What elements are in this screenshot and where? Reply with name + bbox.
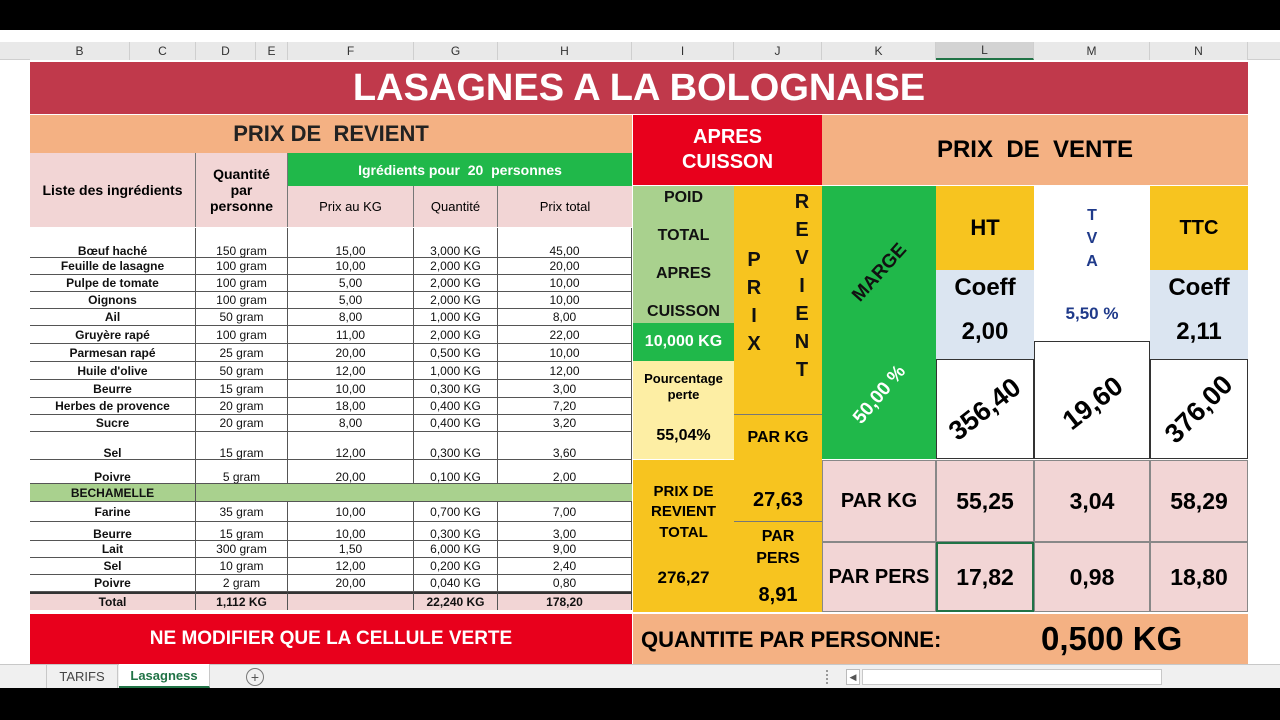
- total-qpp-cell: 1,112 KG: [196, 592, 288, 610]
- ht-header: HT: [936, 186, 1034, 270]
- ingredient-name-cell: Huile d'olive: [30, 362, 196, 380]
- prix-vertical-label: [742, 246, 766, 358]
- quantite-col-header: Quantité: [414, 186, 498, 227]
- vente-par-kg-label: PAR KG: [822, 460, 936, 542]
- column-header-m[interactable]: M: [1034, 42, 1150, 60]
- vertical-letter: E: [795, 219, 809, 241]
- ingredient-total-cell: 10,00: [498, 275, 632, 292]
- ingredient-qte-cell: 3,000 KG: [414, 228, 498, 258]
- coeff-ht-label: Coeff: [954, 274, 1016, 301]
- ingredient-total-cell: 7,20: [498, 398, 632, 415]
- bech-qte-cell: 0,700 KG: [414, 502, 498, 522]
- vertical-letter: N: [794, 331, 810, 353]
- vertical-letter: R: [794, 191, 810, 213]
- ingredient-name-cell: Sel: [30, 432, 196, 460]
- bech-name-cell: Beurre: [30, 522, 196, 541]
- bech-qpp-cell[interactable]: 35 gram: [196, 502, 288, 522]
- coeff-ttc-value: 2,11: [1176, 318, 1222, 345]
- ingredient-total-cell: 12,00: [498, 362, 632, 380]
- horizontal-scrollbar[interactable]: [862, 669, 1162, 685]
- bech-name-cell: Farine: [30, 502, 196, 522]
- qpp-label: QUANTITE PAR PERSONNE:: [641, 627, 942, 652]
- vertical-letter: I: [799, 275, 805, 297]
- vente-par-kg-ttc[interactable]: 58,29: [1150, 460, 1248, 542]
- page-title: LASAGNES A LA BOLOGNAISE: [30, 62, 1248, 114]
- ingredient-name-cell: Bœuf haché: [30, 228, 196, 258]
- vente-par-pers-tva[interactable]: 0,98: [1034, 542, 1150, 612]
- par-kg-revient-cell: [734, 414, 822, 521]
- ingredient-qte-cell: 2,000 KG: [414, 258, 498, 275]
- column-header-h[interactable]: H: [498, 42, 632, 60]
- ingredient-qpp-cell[interactable]: 100 gram: [196, 258, 288, 275]
- column-header-e[interactable]: E: [256, 42, 288, 60]
- ingredient-pkg-cell[interactable]: 5,00: [288, 292, 414, 309]
- ingredient-name-cell: Pulpe de tomate: [30, 275, 196, 292]
- coeff-ht-value: 2,00: [961, 318, 1009, 345]
- marge-cell: [822, 186, 936, 459]
- bech-total-cell: 2,40: [498, 558, 632, 575]
- prix-total-label: PRIX DE REVIENT TOTAL: [650, 483, 716, 541]
- ingredient-qpp-cell[interactable]: 100 gram: [196, 326, 288, 344]
- ingredient-qte-cell: 1,000 KG: [414, 362, 498, 380]
- poid-line: TOTAL: [657, 227, 710, 244]
- poid-line: POID: [663, 189, 704, 206]
- total-empty-cell: [288, 592, 414, 610]
- column-header-f[interactable]: F: [288, 42, 414, 60]
- qpp-value: 0,500 KG: [1041, 620, 1183, 657]
- apres-cuisson-header: APRES CUISSON: [633, 115, 822, 185]
- tva-value: 5,50 %: [1065, 304, 1119, 323]
- big-ttc-cell: [1150, 359, 1248, 459]
- par-kg-value: 27,63: [752, 489, 804, 511]
- warning-banner: NE MODIFIER QUE LA CELLULE VERTE: [30, 614, 632, 664]
- poid-line: APRES: [655, 265, 712, 282]
- vertical-letter: A: [1086, 253, 1098, 270]
- ingredient-name-cell: Sucre: [30, 415, 196, 432]
- bechamelle-section-fill: [196, 484, 632, 502]
- column-header-j[interactable]: J: [734, 42, 822, 60]
- ingredient-pkg-cell[interactable]: 20,00: [288, 344, 414, 362]
- ingredient-name-cell: Gruyère rapé: [30, 326, 196, 344]
- bech-qpp-cell[interactable]: 2 gram: [196, 575, 288, 592]
- ingredient-qpp-cell[interactable]: 25 gram: [196, 344, 288, 362]
- vente-par-pers-ht[interactable]: 17,82: [936, 542, 1034, 612]
- ingredient-qpp-cell[interactable]: 50 gram: [196, 309, 288, 326]
- vertical-letter: P: [747, 249, 761, 271]
- ingredient-name-cell: Ail: [30, 309, 196, 326]
- ingredient-qpp-cell[interactable]: 15 gram: [196, 432, 288, 460]
- bech-pkg-cell[interactable]: 1,50: [288, 541, 414, 558]
- par-pers-label: PAR PERS: [756, 528, 800, 568]
- ingredient-qte-cell: 0,100 KG: [414, 460, 498, 484]
- tab-lasagness[interactable]: Lasagness: [119, 664, 210, 688]
- vertical-letter: I: [751, 305, 757, 327]
- vente-par-pers-ttc[interactable]: 18,80: [1150, 542, 1248, 612]
- ingredient-pkg-cell[interactable]: 18,00: [288, 398, 414, 415]
- pourcentage-label: Pourcentage perte: [644, 371, 723, 403]
- total-label-cell: Total: [30, 592, 196, 610]
- add-sheet-icon[interactable]: +: [246, 668, 264, 686]
- ingredient-name-cell: Feuille de lasagne: [30, 258, 196, 275]
- vertical-letter: V: [1086, 230, 1098, 247]
- vertical-letter: T: [1087, 207, 1097, 224]
- vertical-letter: T: [795, 359, 809, 381]
- ingredient-total-cell: 2,00: [498, 460, 632, 484]
- tabs-splitter-icon[interactable]: [826, 670, 830, 684]
- vente-par-kg-ht[interactable]: 55,25: [936, 460, 1034, 542]
- ingredient-name-cell: Parmesan rapé: [30, 344, 196, 362]
- vente-par-pers-label: PAR PERS: [822, 542, 936, 612]
- column-header-k[interactable]: K: [822, 42, 936, 60]
- tva-header: [1034, 186, 1150, 341]
- pourcentage-value: 55,04%: [656, 427, 711, 444]
- ingredient-name-cell: Beurre: [30, 380, 196, 398]
- scroll-left-icon[interactable]: ◀: [846, 669, 860, 685]
- ingredient-qte-cell: 0,300 KG: [414, 432, 498, 460]
- column-header-l[interactable]: L: [936, 42, 1034, 60]
- ingredient-pkg-cell[interactable]: 12,00: [288, 362, 414, 380]
- vertical-letter: E: [795, 303, 809, 325]
- ingredient-qte-cell: 0,500 KG: [414, 344, 498, 362]
- par-kg-label: PAR KG: [747, 429, 809, 446]
- big-ht-cell: [936, 359, 1034, 459]
- bechamelle-section-label: BECHAMELLE: [30, 484, 196, 502]
- column-header-g[interactable]: G: [414, 42, 498, 60]
- ingredient-total-cell: 20,00: [498, 258, 632, 275]
- ingredient-qpp-cell[interactable]: 150 gram: [196, 228, 288, 258]
- bech-pkg-cell[interactable]: 20,00: [288, 575, 414, 592]
- ingredient-qpp-cell[interactable]: 50 gram: [196, 362, 288, 380]
- big-tva-value: 19,60: [1056, 370, 1129, 436]
- total-qte-cell: 22,240 KG: [414, 592, 498, 610]
- ingredient-total-cell: 3,60: [498, 432, 632, 460]
- bech-name-cell: Sel: [30, 558, 196, 575]
- ingredient-total-cell: 3,20: [498, 415, 632, 432]
- ttc-header: TTC: [1150, 186, 1248, 270]
- ingredient-pkg-cell[interactable]: 8,00: [288, 309, 414, 326]
- ingredient-pkg-cell[interactable]: 10,00: [288, 380, 414, 398]
- ingredient-total-cell: 45,00: [498, 228, 632, 258]
- ingredient-qpp-cell[interactable]: 20 gram: [196, 398, 288, 415]
- par-pers-value: 8,91: [758, 584, 798, 606]
- bech-qte-cell: 6,000 KG: [414, 541, 498, 558]
- prix-total-value: 276,27: [657, 568, 710, 587]
- bech-name-cell: Lait: [30, 541, 196, 558]
- pourcentage-perte-cell: [633, 361, 734, 459]
- ingredient-pkg-cell[interactable]: 20,00: [288, 460, 414, 484]
- ingredient-qpp-cell[interactable]: 100 gram: [196, 292, 288, 309]
- ingredient-total-cell: 10,00: [498, 344, 632, 362]
- big-tva-cell: [1034, 341, 1150, 459]
- bech-qte-cell: 0,040 KG: [414, 575, 498, 592]
- bech-name-cell: Poivre: [30, 575, 196, 592]
- prix-revient-total-cell: [633, 460, 734, 612]
- ingredient-pkg-cell[interactable]: 5,00: [288, 275, 414, 292]
- vertical-letter: R: [746, 277, 762, 299]
- column-header-i[interactable]: I: [632, 42, 734, 60]
- ingredient-qte-cell: 0,400 KG: [414, 398, 498, 415]
- ingredient-total-cell: 22,00: [498, 326, 632, 344]
- bech-qpp-cell[interactable]: 15 gram: [196, 522, 288, 541]
- prix-kg-header: Prix au KG: [288, 186, 414, 227]
- ingredient-pkg-cell[interactable]: 15,00: [288, 228, 414, 258]
- bech-total-cell: 0,80: [498, 575, 632, 592]
- ingredient-qpp-cell[interactable]: 15 gram: [196, 380, 288, 398]
- vertical-letter: V: [795, 247, 809, 269]
- ingredient-qte-cell: 0,300 KG: [414, 380, 498, 398]
- ingredient-pkg-cell[interactable]: 10,00: [288, 258, 414, 275]
- marge-value-input[interactable]: 50,00 %: [849, 361, 911, 429]
- prix-total-header: Prix total: [498, 186, 632, 227]
- vertical-letter: X: [747, 333, 761, 355]
- ingredients-header: Liste des ingrédients: [30, 153, 196, 227]
- ingredient-qte-cell: 2,000 KG: [414, 292, 498, 309]
- coeff-ttc-cell: [1150, 270, 1248, 359]
- bech-pkg-cell[interactable]: 12,00: [288, 558, 414, 575]
- bech-qte-cell: 0,300 KG: [414, 522, 498, 541]
- poid-line: CUISSON: [647, 303, 720, 320]
- prix-vente-header: PRIX DE VENTE: [822, 115, 1248, 185]
- column-header-c[interactable]: C: [130, 42, 196, 60]
- ingredient-pkg-cell[interactable]: 8,00: [288, 415, 414, 432]
- ingredient-qte-cell: 1,000 KG: [414, 309, 498, 326]
- marge-label: MARGE: [848, 239, 912, 306]
- ingredient-name-cell: Oignons: [30, 292, 196, 309]
- prix-revient-header: PRIX DE REVIENT: [30, 115, 632, 153]
- coeff-ttc-label: Coeff: [1168, 274, 1230, 301]
- ingredient-qte-cell: 2,000 KG: [414, 326, 498, 344]
- ingredient-total-cell: 8,00: [498, 309, 632, 326]
- ingredient-pkg-cell[interactable]: 12,00: [288, 432, 414, 460]
- bech-qpp-cell[interactable]: 10 gram: [196, 558, 288, 575]
- bech-total-cell: 7,00: [498, 502, 632, 522]
- poid-value-input[interactable]: 10,000 KG: [633, 323, 734, 361]
- total-total-cell: 178,20: [498, 592, 632, 610]
- ingredient-total-cell: 3,00: [498, 380, 632, 398]
- ingredient-qpp-cell[interactable]: 100 gram: [196, 275, 288, 292]
- vente-par-kg-tva[interactable]: 3,04: [1034, 460, 1150, 542]
- ingredient-qpp-cell[interactable]: 5 gram: [196, 460, 288, 484]
- column-header-d[interactable]: D: [196, 42, 256, 60]
- ingredient-qte-cell: 2,000 KG: [414, 275, 498, 292]
- bech-pkg-cell[interactable]: 10,00: [288, 522, 414, 541]
- ingredient-total-cell: 10,00: [498, 292, 632, 309]
- column-header-b[interactable]: B: [30, 42, 130, 60]
- big-ttc-value: 376,00: [1158, 369, 1239, 449]
- ingredient-pkg-cell[interactable]: 11,00: [288, 326, 414, 344]
- ingredient-qpp-cell[interactable]: 20 gram: [196, 415, 288, 432]
- tab-tarifs[interactable]: TARIFS: [46, 664, 118, 688]
- column-header-n[interactable]: N: [1150, 42, 1248, 60]
- revient-vertical-label: [790, 188, 814, 384]
- poid-total-cell: [633, 186, 734, 332]
- bech-total-cell: 9,00: [498, 541, 632, 558]
- personnes-header: Igrédients pour 20 personnes: [288, 153, 632, 186]
- tva-vertical-label: [1082, 204, 1102, 273]
- ingredient-name-cell: Poivre: [30, 460, 196, 484]
- quantite-par-personne-cell: [633, 614, 1248, 664]
- bech-qpp-cell[interactable]: 300 gram: [196, 541, 288, 558]
- ingredient-name-cell: Herbes de provence: [30, 398, 196, 415]
- coeff-ht-cell: [936, 270, 1034, 359]
- bech-total-cell: 3,00: [498, 522, 632, 541]
- ingredient-qte-cell: 0,400 KG: [414, 415, 498, 432]
- par-pers-revient-cell: [734, 521, 822, 612]
- big-ht-value: 356,40: [942, 371, 1027, 447]
- quantite-header: Quantité par personne: [196, 153, 288, 227]
- bech-qte-cell: 0,200 KG: [414, 558, 498, 575]
- prix-revient-vertical-cell: [734, 186, 822, 414]
- bech-pkg-cell[interactable]: 10,00: [288, 502, 414, 522]
